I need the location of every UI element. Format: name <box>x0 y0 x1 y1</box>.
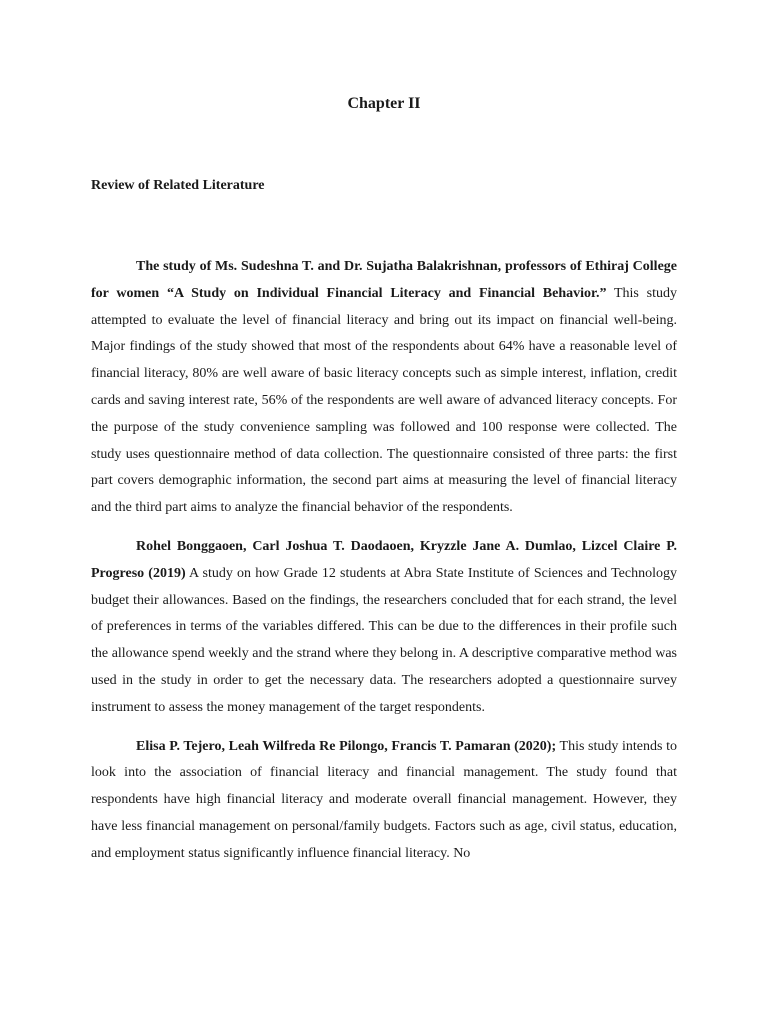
paragraph-lead: The study of Ms. Sudeshna T. and Dr. Sujatha Balakrishnan, professors of Ethiraj College for women “A Study on Individual Financial Literacy and Financial Behavior.” <box>91 259 677 301</box>
paragraph-text: This study attempted to evaluate the level of financial literacy and bring out its impact on financial well-being. Major findings of the study showed that most of the respondents about 64% have a reasonable level of financial literacy, 80% are well aware of basic literacy concepts such as simple interest, inflation, credit cards and saving interest rate, 56% of the respondents are well aware of advanced literacy concepts. For the purpose of the study convenience sampling was followed and 100 response were collected. The study uses questionnaire method of data collection. The questionnaire consisted of three parts: the first part covers demographic information, the second part aims at measuring the level of financial literacy and the third part aims to analyze the financial behavior of the respondents. <box>91 285 678 516</box>
paragraph-text: This study intends to look into the association of financial literacy and financial management. The study found that respondents have high financial literacy and moderate overall financial management. However, they have less financial management on personal/family budgets. Factors such as age, civil status, education, and employment status significantly influence financial literacy. No <box>91 738 677 861</box>
paragraph-lead: Rohel Bonggaoen, Carl Joshua T. Daodaoen, Kryzzle Jane A. Dumlao, Lizcel Claire P. Progreso (2019) <box>91 538 677 581</box>
chapter-title: Chapter II <box>347 95 421 112</box>
paragraph <box>91 254 677 522</box>
paragraph <box>91 534 677 722</box>
paragraph <box>91 734 677 868</box>
body-text <box>91 254 677 880</box>
paragraph-lead: Elisa P. Tejero, Leah Wilfreda Re Pilongo, Francis T. Pamaran (2020); <box>136 738 557 754</box>
paragraph-text: A study on how Grade 12 students at Abra State Institute of Sciences and Technology budget their allowances. Based on the findings, the researchers concluded that for each strand, the level of preferences in terms of the variables differed. This can be due to the differences in their profile such the allowance spend weekly and the strand where they belong in. A descriptive comparative method was used in the study in order to get the necessary data. The researchers adopted a questionnaire survey instrument to assess the money management of the target respondents. <box>91 565 677 715</box>
section-heading: Review of Related Literature <box>91 178 265 193</box>
